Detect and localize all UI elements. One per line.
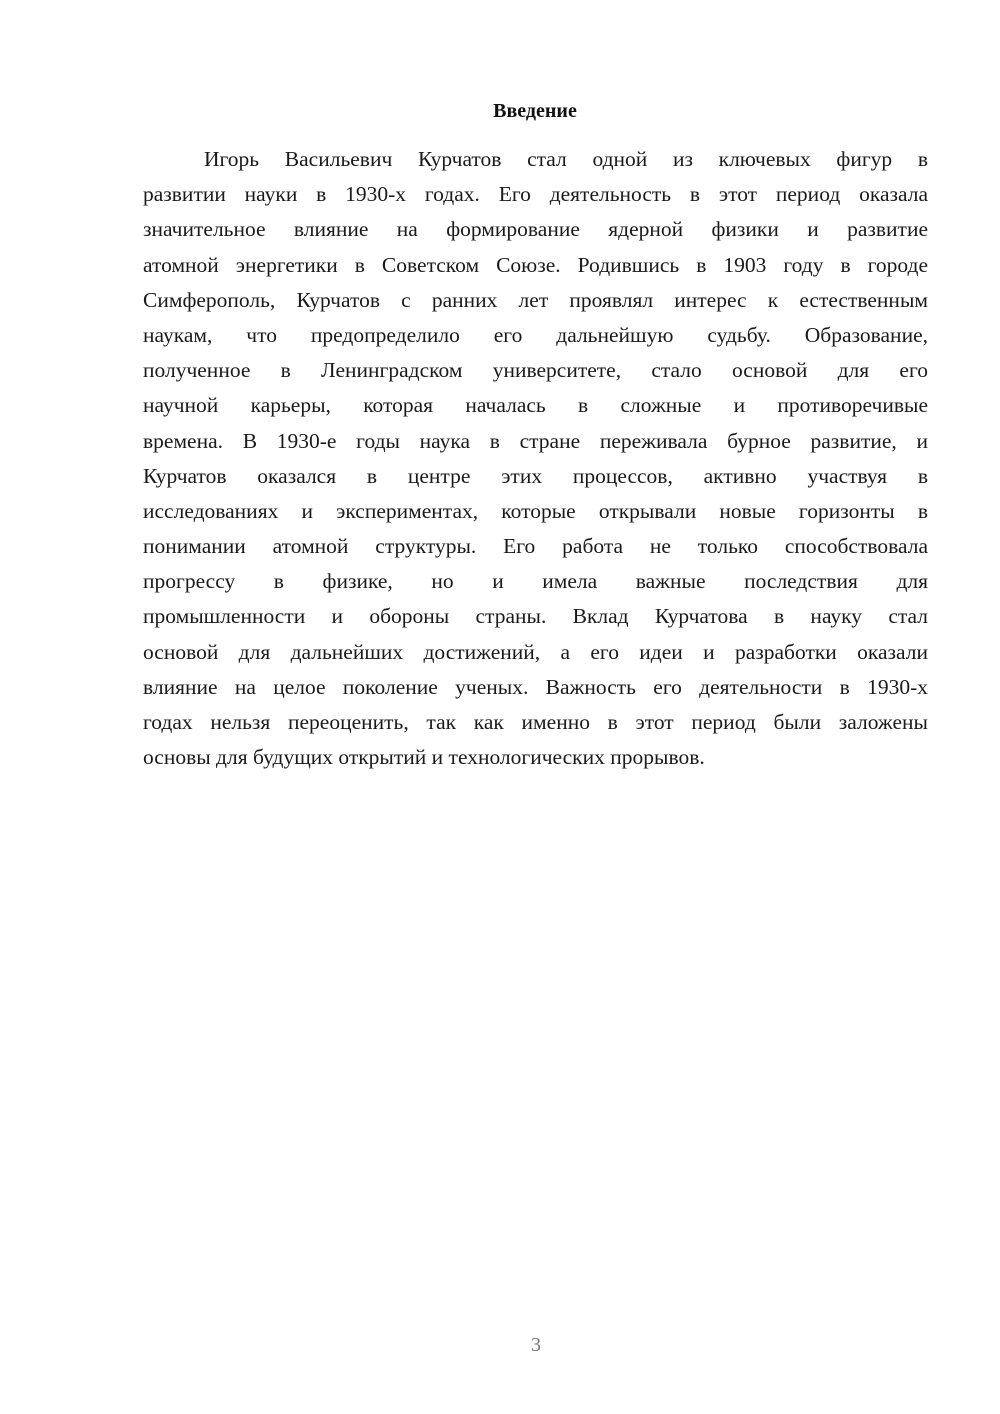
paragraph-line: научной карьеры, которая началась в сложные и противоречивые: [143, 393, 928, 418]
paragraph-line: Курчатов оказался в центре этих процессов, активно участвуя в: [143, 463, 928, 488]
paragraph-line: времена. В 1930-е годы наука в стране переживала бурное развитие, и: [143, 428, 928, 453]
paragraph-line: Симферополь, Курчатов с ранних лет проявлял интерес к естественным: [143, 287, 928, 312]
paragraph-line: годах нельзя переоценить, так как именно в этот период были заложены: [143, 710, 928, 734]
page-number: 3: [531, 1334, 541, 1356]
intro-paragraph: [143, 142, 928, 775]
paragraph-line: наукам, что предопределило его дальнейшую судьбу. Образование,: [143, 322, 928, 347]
paragraph-line: исследованиях и экспериментах, которые открывали новые горизонты в: [143, 498, 928, 523]
paragraph-line: основой для дальнейших достижений, а его идеи и разработки оказали: [143, 639, 928, 664]
paragraph-line: основы для будущих открытий и технологических прорывов.: [143, 745, 705, 770]
paragraph-line: полученное в Ленинградском университете, стало основой для его: [143, 358, 928, 383]
paragraph-line: прогрессу в физике, но и имела важные последствия для: [143, 569, 928, 594]
paragraph-line: промышленности и обороны страны. Вклад Курчатова в науку стал: [143, 604, 928, 629]
paragraph-line: Игорь Васильевич Курчатов стал одной из ключевых фигур в: [204, 147, 928, 171]
paragraph-line: влияние на целое поколение ученых. Важность его деятельности в 1930-х: [143, 674, 928, 699]
paragraph-line: значительное влияние на формирование ядерной физики и развитие: [143, 217, 928, 242]
paragraph-line: развитии науки в 1930-х годах. Его деятельность в этот период оказала: [143, 182, 928, 207]
paragraph-line: атомной энергетики в Советском Союзе. Родившись в 1903 году в городе: [143, 252, 928, 277]
section-heading: Введение: [493, 100, 577, 122]
paragraph-line: понимании атомной структуры. Его работа не только способствовала: [143, 534, 928, 559]
